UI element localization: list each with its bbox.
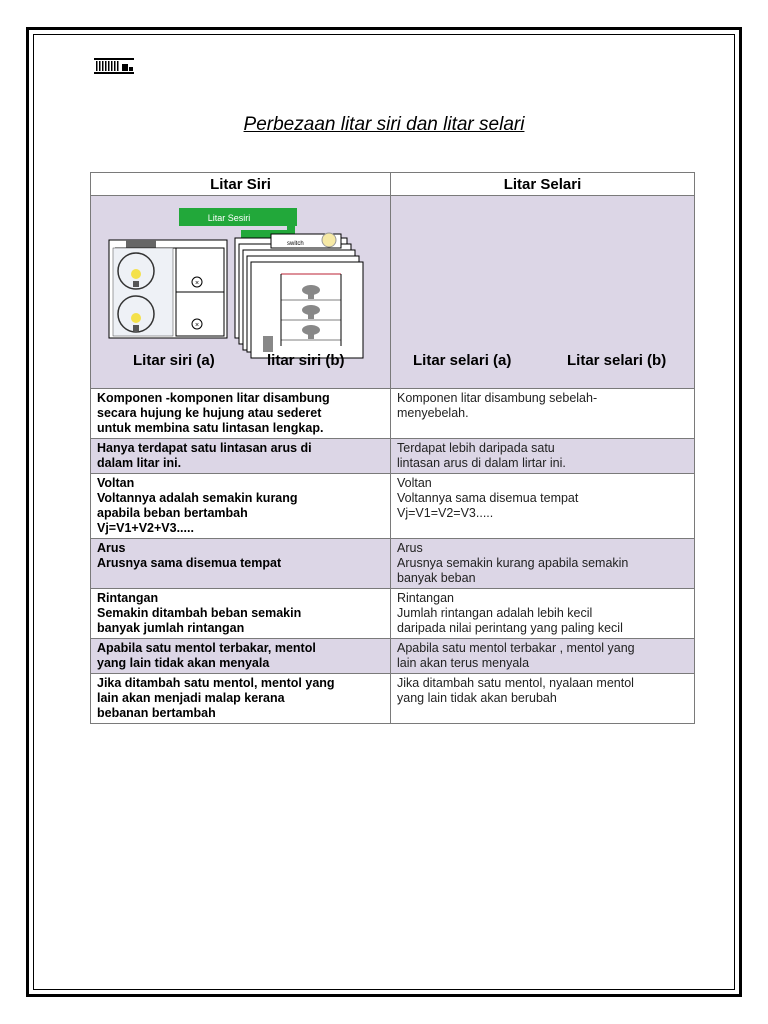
siri-text-line: untuk membina satu lintasan lengkap.	[97, 421, 324, 435]
caption-selari-b: Litar selari (b)	[567, 352, 667, 369]
page-title: Perbezaan litar siri dan litar selari	[243, 114, 525, 135]
svg-text:×: ×	[194, 280, 200, 287]
selari-text-line: Arus	[397, 541, 423, 555]
siri-text-line: Arusnya sama disemua tempat	[97, 556, 282, 570]
siri-text-line: Arus	[97, 541, 126, 555]
siri-cell	[91, 674, 391, 724]
selari-text-line: daripada nilai perintang yang paling kecil	[397, 621, 623, 635]
caption-siri-b: litar siri (b)	[267, 352, 345, 369]
figure-row	[91, 196, 695, 389]
selari-text-line: menyebelah.	[397, 406, 469, 420]
table-row	[91, 674, 695, 724]
header-litar-selari: Litar Selari	[391, 173, 695, 196]
table-row	[91, 589, 695, 639]
green-label: Litar Sesiri	[207, 213, 251, 223]
selari-cell	[391, 589, 695, 639]
comparison-table	[90, 172, 695, 724]
siri-text-line: Rintangan	[97, 591, 159, 605]
siri-text-line: lain akan menjadi malap kerana	[97, 691, 285, 705]
selari-text-line: Apabila satu mentol terbakar , mentol yang	[397, 641, 635, 655]
selari-text-line: banyak beban	[397, 571, 476, 585]
switch-label: switch	[287, 241, 304, 247]
siri-cell	[91, 439, 391, 474]
caption-siri-a: Litar siri (a)	[133, 352, 215, 369]
siri-text-line: apabila beban bertambah	[97, 506, 248, 520]
selari-text-line: Vj=V1=V2=V3.....	[397, 506, 494, 520]
selari-cell	[391, 439, 695, 474]
logo-icon	[92, 56, 136, 76]
selari-text-line: Terdapat lebih daripada satu	[397, 441, 555, 455]
siri-text-line: Komponen -komponen litar disambung	[97, 391, 330, 405]
siri-text-line: secara hujung ke hujung atau sederet	[97, 406, 322, 420]
selari-text-line: Rintangan	[397, 591, 454, 605]
selari-text-line: Komponen litar disambung sebelah-	[397, 391, 598, 405]
selari-cell	[391, 539, 695, 589]
selari-text-line: Jumlah rintangan adalah lebih kecil	[397, 606, 593, 620]
caption-selari-a: Litar selari (a)	[413, 352, 512, 369]
table-row	[91, 474, 695, 539]
siri-cell	[91, 589, 391, 639]
selari-cell	[391, 389, 695, 439]
siri-text-line: yang lain tidak akan menyala	[97, 656, 270, 670]
table-row	[91, 539, 695, 589]
table-row	[91, 639, 695, 674]
selari-text-line: Voltannya sama disemua tempat	[397, 491, 579, 505]
siri-cell	[91, 539, 391, 589]
selari-figure-cell	[391, 196, 695, 389]
table-row	[91, 389, 695, 439]
siri-text-line: Semakin ditambah beban semakin	[97, 606, 302, 620]
siri-text-line: Voltannya adalah semakin kurang	[97, 491, 298, 505]
selari-cell	[391, 474, 695, 539]
selari-text-line: Voltan	[397, 476, 432, 490]
siri-text-line: Vj=V1+V2+V3.....	[97, 521, 194, 535]
siri-cell	[91, 389, 391, 439]
siri-text-line: Jika ditambah satu mentol, mentol yang	[97, 676, 335, 690]
siri-cell	[91, 639, 391, 674]
siri-text-line: Voltan	[97, 476, 135, 490]
table-row	[91, 439, 695, 474]
siri-text-line: Hanya terdapat satu lintasan arus di	[97, 441, 312, 455]
selari-text-line: lain akan terus menyala	[397, 656, 530, 670]
selari-text-line: lintasan arus di dalam lirtar ini.	[397, 456, 566, 470]
siri-figure-cell	[91, 196, 391, 389]
selari-cell	[391, 674, 695, 724]
siri-text-line: bebanan bertambah	[97, 706, 216, 720]
selari-text-line: Jika ditambah satu mentol, nyalaan mentol	[397, 676, 634, 690]
siri-text-line: Apabila satu mentol terbakar, mentol	[97, 641, 316, 655]
siri-cell	[91, 474, 391, 539]
selari-text-line: yang lain tidak akan berubah	[397, 691, 557, 705]
selari-cell	[391, 639, 695, 674]
siri-text-line: banyak jumlah rintangan	[97, 621, 245, 635]
siri-text-line: dalam litar ini.	[97, 456, 182, 470]
header-litar-siri: Litar Siri	[91, 173, 391, 196]
selari-text-line: Arusnya semakin kurang apabila semakin	[397, 556, 629, 570]
table-header-row	[91, 173, 695, 196]
svg-text:×: ×	[194, 322, 200, 329]
